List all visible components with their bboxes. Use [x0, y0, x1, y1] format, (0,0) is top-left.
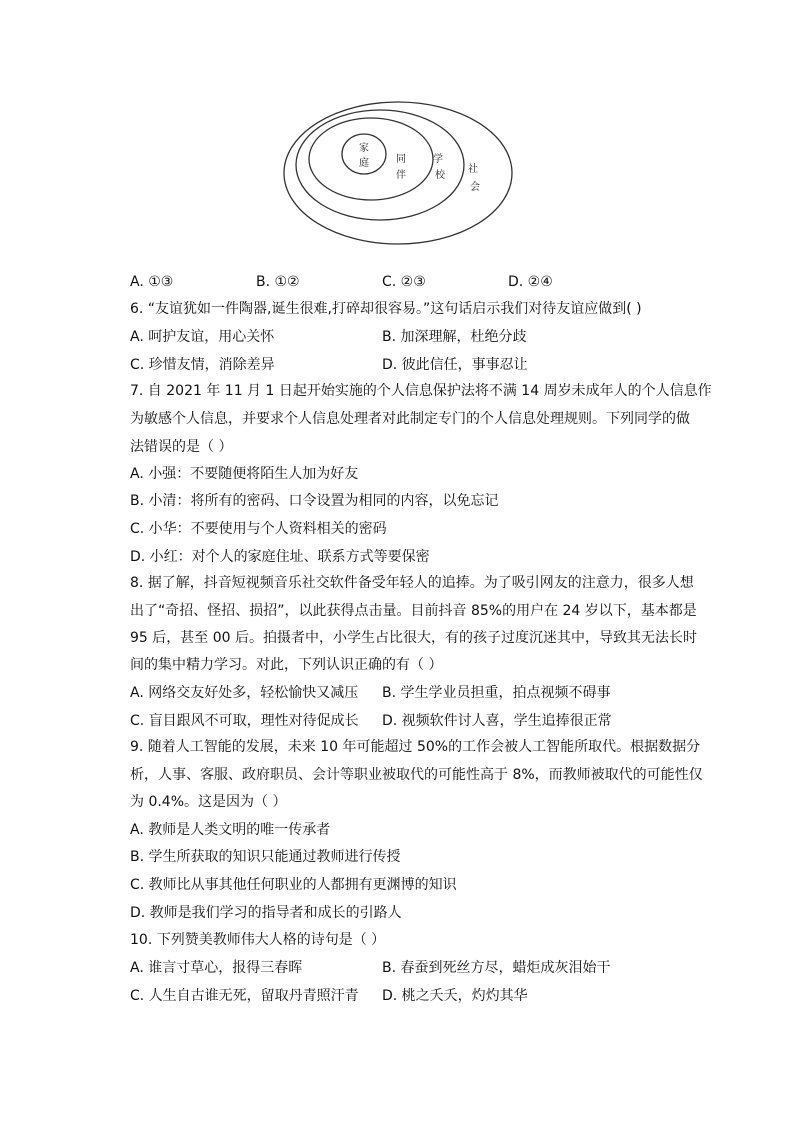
q9-stem-line-3: 为 0.4%。这是因为（ ） — [130, 794, 287, 810]
q7-stem-line-2: 为敏感个人信息，并要求个人信息处理者对此制定专门的个人信息处理规则。下列同学的做 — [130, 411, 690, 427]
q7-stem-line-3: 法错误的是（ ） — [130, 439, 233, 455]
label-school-2: 校 — [435, 170, 445, 181]
q9-stem-line-1: 9. 随着人工智能的发展，未来 10 年可能超过 50%的工作会被人工智能所取代。根据数据分 — [130, 739, 701, 755]
q7-option-a: A. 小强：不要随便将陌生人加为好友 — [130, 466, 359, 482]
q10-stem: 10. 下列赞美教师伟大人格的诗句是（ ） — [130, 932, 386, 948]
label-peer-1: 同 — [396, 154, 406, 165]
q9-stem-line-2: 析，人事、客服、政府职员、会计等职业被取代的可能性高于 8%，而教师被取代的可能性仅 — [130, 767, 703, 783]
label-family-1: 家 — [359, 143, 369, 154]
q10-option-b: B. 春蚕到死丝方尽，蜡炬成灰泪始干 — [382, 960, 611, 976]
label-school-1: 学 — [433, 154, 443, 165]
label-society-2: 会 — [470, 182, 480, 193]
label-family-2: 庭 — [359, 158, 369, 169]
q8-stem-line-3: 95 后，甚至 00 后。拍摄者中，小学生占比很大，有的孩子过度沉迷其中，导致其无法长时 — [130, 630, 697, 646]
q8-option-a: A. 网络交友好处多，轻松愉快又减压 — [130, 685, 359, 701]
q6-option-a: A. 呵护友谊，用心关怀 — [130, 329, 275, 345]
q8-option-d: D. 视频软件讨人喜，学生追捧很正常 — [382, 713, 612, 729]
q10-option-d: D. 桃之夭夭，灼灼其华 — [382, 988, 528, 1004]
label-peer-2: 伴 — [396, 170, 406, 181]
q6-option-b: B. 加深理解，杜绝分歧 — [382, 329, 527, 345]
q7-option-c: C. 小华：不要使用与个人资料相关的密码 — [130, 521, 387, 537]
q8-stem-line-2: 出了“奇招、怪招、损招”，以此获得点击量。目前抖音 85%的用户在 24 岁以下，基本都是 — [130, 603, 697, 619]
ring-school — [296, 110, 464, 220]
q8-stem-line-4: 间的集中精力学习。对此，下列认识正确的有（ ） — [130, 657, 443, 673]
q9-option-b: B. 学生所获取的知识只能通过教师进行传授 — [130, 849, 401, 865]
q5-option-b: B. ①② — [256, 274, 300, 290]
q5-option-a: A. ①③ — [130, 274, 174, 290]
q10-option-c: C. 人生自古谁无死，留取丹青照汗青 — [130, 988, 359, 1004]
q6-option-c: C. 珍惜友情，消除差异 — [130, 357, 275, 373]
q9-option-a: A. 教师是人类文明的唯一传承者 — [130, 822, 331, 838]
q9-option-d: D. 教师是我们学习的指导者和成长的引路人 — [130, 905, 402, 921]
ring-peer — [309, 118, 433, 200]
label-society-1: 社 — [468, 164, 478, 175]
q7-option-b: B. 小清：将所有的密码、口令设置为相同的内容，以免忘记 — [130, 493, 499, 509]
q5-option-d: D. ②④ — [508, 274, 553, 290]
nested-circles-diagram — [282, 100, 514, 246]
q5-option-c: C. ②③ — [382, 274, 426, 290]
q10-option-a: A. 谁言寸草心，报得三春晖 — [130, 960, 303, 976]
q8-option-c: C. 盲目跟风不可取，理性对待促成长 — [130, 713, 359, 729]
q6-option-d: D. 彼此信任，事事忍让 — [382, 357, 528, 373]
q6-stem: 6. “友谊犹如一件陶器,诞生很难,打碎却很容易。”这句话启示我们对待友谊应做到( ) — [130, 301, 642, 317]
q8-stem-line-1: 8. 据了解，抖音短视频音乐社交软件备受年轻人的追捧。为了吸引网友的注意力，很多人想 — [130, 575, 694, 591]
q8-option-b: B. 学生学业员担重，拍点视频不碍事 — [382, 685, 611, 701]
q7-stem-line-1: 7. 自 2021 年 11 月 1 日起开始实施的个人信息保护法将不满 14 周岁未成年人的个人信息作 — [130, 383, 712, 399]
q7-option-d: D. 小红：对个人的家庭住址、联系方式等要保密 — [130, 549, 430, 565]
q9-option-c: C. 教师比从事其他任何职业的人都拥有更渊博的知识 — [130, 877, 457, 893]
